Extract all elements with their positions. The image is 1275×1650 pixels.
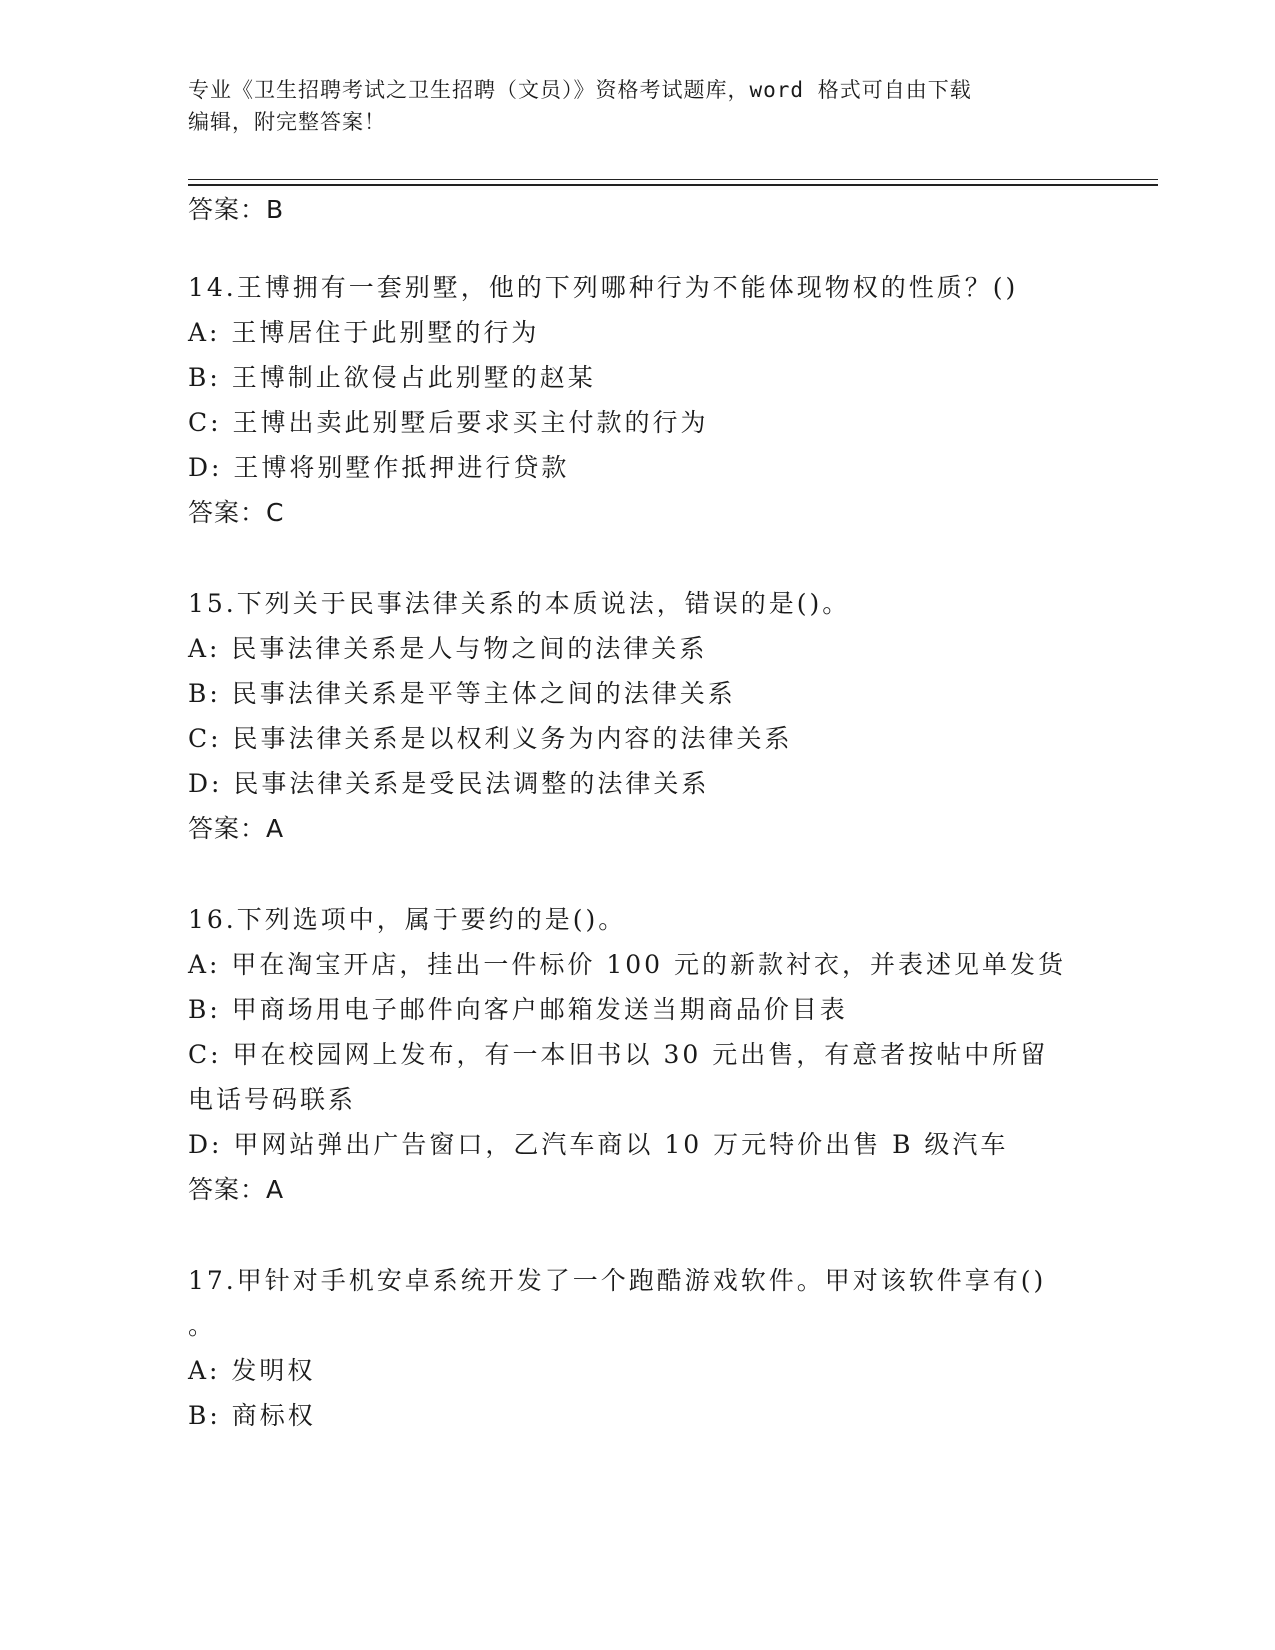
- question-16-option-c-continued: 电话号码联系: [188, 1085, 357, 1114]
- answer-previous: 答案：B: [188, 195, 285, 224]
- question-17-stem: 17.甲针对手机安卓系统开发了一个跑酷游戏软件。甲对该软件享有(): [188, 1266, 1047, 1295]
- question-17-option-a: A: 发明权: [188, 1356, 316, 1385]
- question-14-option-b: B: 王博制止欲侵占此别墅的赵某: [188, 363, 596, 392]
- question-14-option-a: A: 王博居住于此别墅的行为: [188, 318, 540, 347]
- question-14-answer: 答案：C: [188, 498, 285, 527]
- header-line-1: 专业《卫生招聘考试之卫生招聘（文员）》资格考试题库，word 格式可自由下载: [188, 78, 972, 102]
- question-16-answer: 答案：A: [188, 1175, 285, 1204]
- question-15-option-c: C: 民事法律关系是以权利义务为内容的法律关系: [188, 724, 793, 753]
- question-15-answer: 答案：A: [188, 814, 285, 843]
- question-16-option-c: C: 甲在校园网上发布，有一本旧书以 30 元出售，有意者按帖中所留: [188, 1040, 1049, 1069]
- question-14-option-c: C: 王博出卖此别墅后要求买主付款的行为: [188, 408, 709, 437]
- question-14-stem: 14.王博拥有一套别墅，他的下列哪种行为不能体现物权的性质？(): [188, 273, 1019, 302]
- question-16-option-b: B: 甲商场用电子邮件向客户邮箱发送当期商品价目表: [188, 995, 848, 1024]
- question-14-option-d: D: 王博将别墅作抵押进行贷款: [188, 453, 570, 482]
- question-15-option-a: A: 民事法律关系是人与物之间的法律关系: [188, 634, 708, 663]
- question-16-stem: 16.下列选项中，属于要约的是()。: [188, 905, 627, 934]
- question-15-option-b: B: 民事法律关系是平等主体之间的法律关系: [188, 679, 736, 708]
- header-divider-thin: [188, 179, 1158, 180]
- document-header: [188, 74, 1078, 138]
- question-16-option-a: A: 甲在淘宝开店，挂出一件标价 100 元的新款衬衣，并表述见单发货: [188, 950, 1067, 979]
- question-17-option-b: B: 商标权: [188, 1401, 316, 1430]
- header-line-2: 编辑，附完整答案！: [188, 110, 386, 134]
- question-15-stem: 15.下列关于民事法律关系的本质说法，错误的是()。: [188, 589, 851, 618]
- question-15-option-d: D: 民事法律关系是受民法调整的法律关系: [188, 769, 710, 798]
- header-divider-thick: [188, 184, 1158, 186]
- question-17-stem-continued: 。: [188, 1311, 217, 1340]
- question-16-option-d: D: 甲网站弹出广告窗口，乙汽车商以 10 万元特价出售 B 级汽车: [188, 1130, 1009, 1159]
